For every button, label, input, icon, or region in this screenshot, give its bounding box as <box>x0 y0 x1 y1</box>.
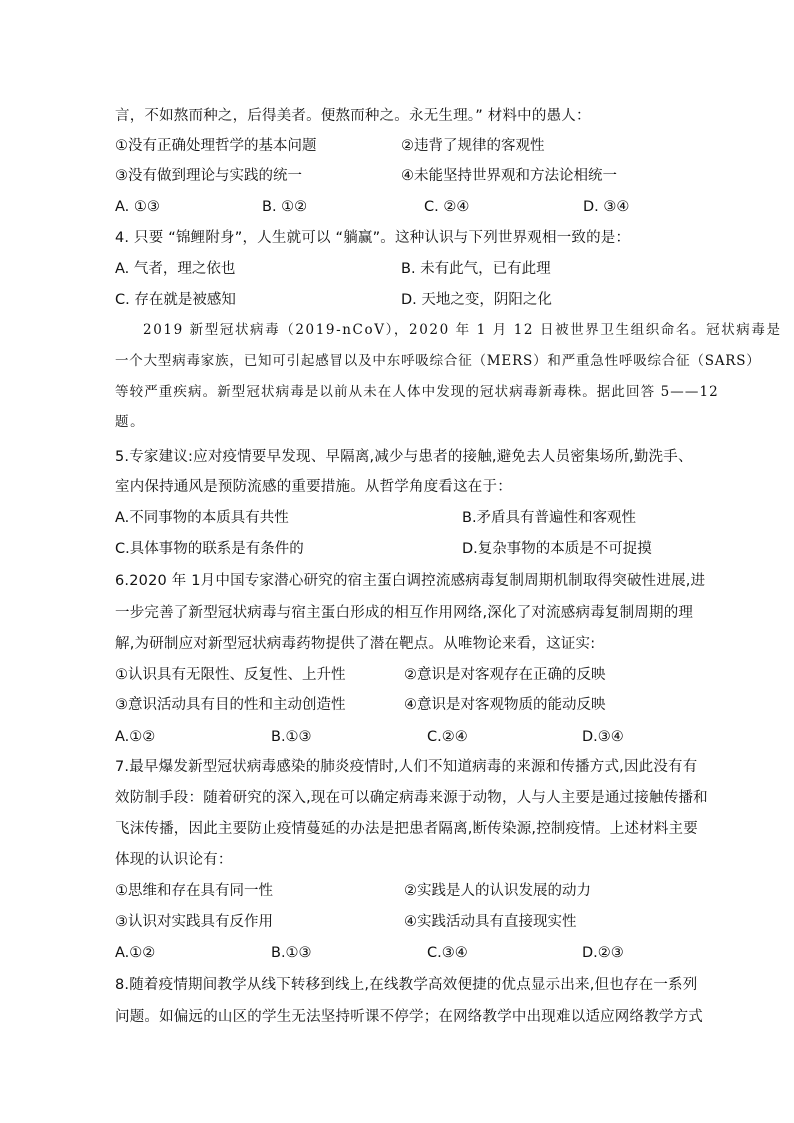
q6-item-1: ①认识具有无限性、反复性、上升性 <box>115 667 346 683</box>
passage-line-1: 2019 新型冠状病毒（2019-nCoV），2020 年 1 月 12 日被世界卫生组织命名。冠状病毒是 <box>143 322 782 338</box>
q3-item-1: ①没有正确处理哲学的基本问题 <box>115 138 317 154</box>
q5-choice-b: B.矛盾具有普遍性和客观性 <box>462 510 637 526</box>
q3-choice-d: D. ③④ <box>583 199 630 215</box>
q8-stem-line-1: 8.随着疫情期间教学从线下转移到线上,在线教学高效便捷的优点显示出来,但也存在一系列 <box>115 977 698 993</box>
q6-stem-line-1: 6.2020 年 1月中国专家潜心研究的宿主蛋白调控流感病毒复制周期机制取得突破性进展,进 <box>115 573 706 589</box>
q3-item-4: ④未能坚持世界观和方法论相统一 <box>401 168 617 184</box>
q6-choice-a: A.①② <box>115 729 156 745</box>
q7-item-1: ①思维和存在具有同一性 <box>115 883 273 899</box>
q5-choice-c: C.具体事物的联系是有条件的 <box>115 541 304 557</box>
q7-item-4: ④实践活动具有直接现实性 <box>404 914 577 930</box>
q6-item-3: ③意识活动具有目的性和主动创造性 <box>115 697 346 713</box>
q6-item-4: ④意识是对客观物质的能动反映 <box>404 697 606 713</box>
q5-choice-a: A.不同事物的本质具有共性 <box>115 510 289 526</box>
q7-choice-b: B.①③ <box>271 945 312 961</box>
q4-choice-d: D. 天地之变，阴阳之化 <box>401 292 552 308</box>
q7-stem-line-1: 7.最早爆发新型冠状病毒感染的肺炎疫情时,人们不知道病毒的来源和传播方式,因此没有有 <box>115 759 698 775</box>
q4-choice-a: A. 气者，理之依也 <box>115 261 236 277</box>
q5-choice-d: D.复杂事物的本质是不可捉摸 <box>462 541 652 557</box>
q5-stem-line-1: 5.专家建议:应对疫情要早发现、早隔离,减少与患者的接触,避免去人员密集场所,勤洗手、 <box>115 449 693 465</box>
q3-item-3: ③没有做到理论与实践的统一 <box>115 168 302 184</box>
q6-stem-line-2: 一步完善了新型冠状病毒与宿主蛋白形成的相互作用网络,深化了对流感病毒复制周期的理 <box>115 605 694 621</box>
q6-choice-d: D.③④ <box>582 729 624 745</box>
q7-stem-line-3: 飞沫传播，因此主要防止疫情蔓延的办法是把患者隔离,断传染源,控制疫情。上述材料主要 <box>115 821 698 837</box>
q8-stem-line-2: 问题。如偏远的山区的学生无法坚持听课不停学；在网络教学中出现难以适应网络教学方式 <box>115 1009 703 1025</box>
q7-choice-d: D.②③ <box>582 945 624 961</box>
q4-choice-c: C. 存在就是被感知 <box>115 292 236 308</box>
q7-item-3: ③认识对实践具有反作用 <box>115 914 273 930</box>
q7-choice-c: C.③④ <box>427 945 468 961</box>
q3-choice-b: B. ①② <box>262 199 308 215</box>
passage-line-2: 一个大型病毒家族，已知可引起感冒以及中东呼吸综合征（MERS）和严重急性呼吸综合征（SARS） <box>115 353 761 369</box>
q6-stem-line-3: 解,为研制应对新型冠状病毒药物提供了潜在靶点。从唯物论来看，这证实: <box>115 636 596 652</box>
q3-stem-continued: 言，不如熬而种之，后得美者。便熬而种之。永无生理。” 材料中的愚人： <box>115 108 591 124</box>
q6-choice-b: B.①③ <box>271 729 312 745</box>
passage-line-4: 题。 <box>115 414 146 430</box>
q4-stem: 4. 只要 “锦鲤附身”，人生就可以 “躺赢”。这种认识与下列世界观相一致的是： <box>115 230 631 246</box>
q6-choice-c: C.②④ <box>427 729 468 745</box>
q7-stem-line-4: 体现的认识论有： <box>115 852 233 868</box>
q7-stem-line-2: 效防制手段：随着研究的深入,现在可以确定病毒来源于动物，人与人主要是通过接触传播和 <box>115 790 708 806</box>
q3-item-2: ②违背了规律的客观性 <box>401 138 545 154</box>
q3-choice-c: C. ②④ <box>424 199 470 215</box>
q3-choice-a: A. ①③ <box>115 199 160 215</box>
q5-stem-line-2: 室内保持通风是预防流感的重要措施。从哲学角度看这在于： <box>115 479 512 495</box>
q7-choice-a: A.①② <box>115 945 156 961</box>
passage-line-3: 等较严重疾病。新型冠状病毒是以前从未在人体中发现的冠状病毒新毒株。据此回答 5——12 <box>115 384 719 400</box>
q6-item-2: ②意识是对客观存在正确的反映 <box>404 667 606 683</box>
q7-item-2: ②实践是人的认识发展的动力 <box>404 883 591 899</box>
q4-choice-b: B. 未有此气，已有此理 <box>401 261 551 277</box>
